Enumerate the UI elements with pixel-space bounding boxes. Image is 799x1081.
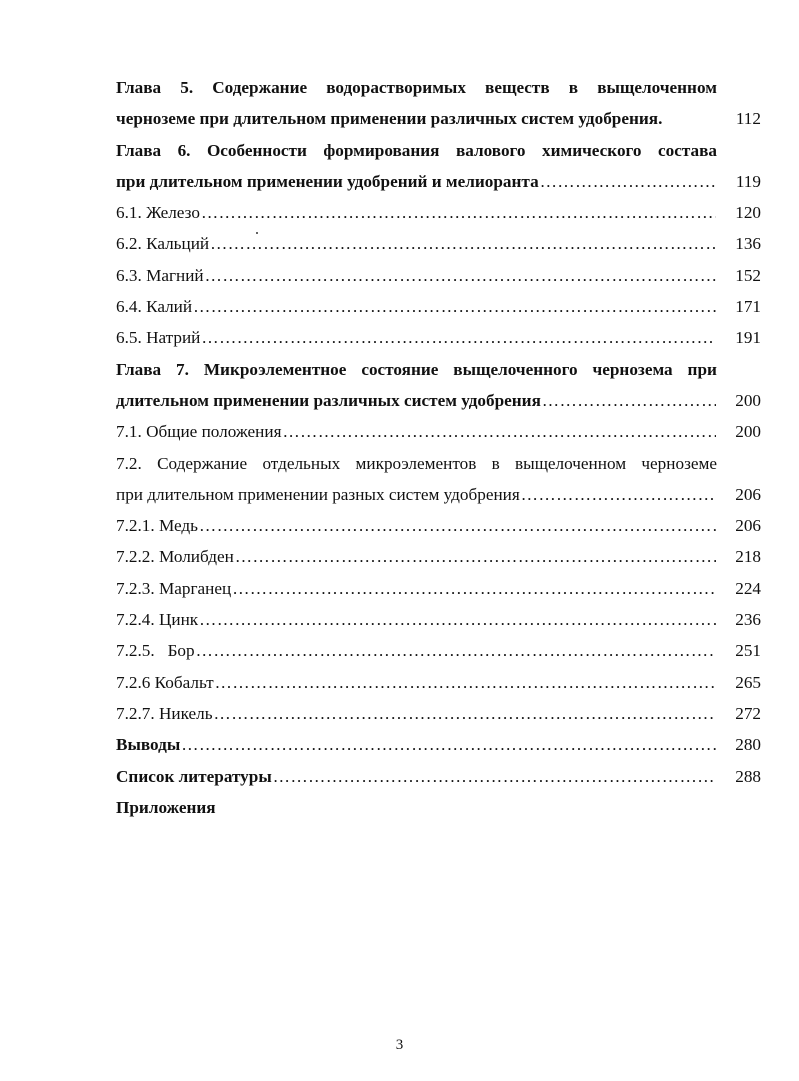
toc-word: отдельных — [262, 453, 341, 473]
toc-conclusions[interactable] — [116, 729, 761, 760]
toc-page-number: 272 — [735, 703, 761, 723]
toc-page-number: 112 — [735, 109, 761, 129]
toc-chapter-5-line-2[interactable] — [116, 103, 761, 134]
toc-entry-label: при длительном применении разных систем удобрения — [116, 484, 520, 504]
toc-word: состояние — [361, 359, 439, 379]
toc-dot-leader — [199, 604, 716, 635]
toc-dot-leader — [210, 228, 716, 259]
toc-dot-leader — [540, 166, 716, 197]
toc-word: при — [687, 359, 717, 379]
toc-entry-label: 7.2.4. Цинк — [116, 610, 199, 630]
toc-word: в — [568, 78, 579, 97]
toc-dot-leader — [201, 322, 716, 353]
toc-entry-label: 7.2.2. Молибден — [116, 547, 234, 567]
toc-entry-6-2[interactable] — [116, 228, 761, 259]
toc-word: химического — [542, 140, 642, 160]
toc-dot-leader — [205, 260, 716, 291]
toc-entry-label: 7.2.6 Кобальт — [116, 672, 214, 692]
toc-dot-leader — [273, 761, 716, 792]
toc-page-number: 236 — [735, 610, 761, 630]
toc-word: Особенности — [206, 140, 307, 160]
toc-word: выщелоченном — [515, 453, 627, 473]
toc-appendices[interactable] — [116, 792, 761, 823]
toc-entry-6-5[interactable] — [116, 322, 761, 353]
toc-page-number: 200 — [735, 422, 761, 442]
toc-word: водорастворимых — [326, 78, 466, 97]
toc-entry-label: 7.2.1. Медь — [116, 516, 199, 536]
toc-page-number: 206 — [735, 516, 761, 536]
toc-page-number: 224 — [735, 578, 761, 598]
page-number: 3 — [395, 1037, 404, 1053]
toc-word: черноземе — [641, 453, 717, 473]
toc-word: валового — [455, 140, 526, 160]
toc-chapter-7-line-1 — [116, 354, 717, 385]
toc-dot-leader — [232, 573, 716, 604]
toc-page-number: 206 — [735, 484, 761, 504]
toc-dot-leader — [521, 479, 716, 510]
toc-word: выщелоченном — [597, 78, 717, 97]
toc-dot-leader — [196, 635, 716, 666]
toc-entry-label: 6.5. Натрий — [116, 328, 201, 348]
toc-entry-7-2-3[interactable] — [116, 573, 761, 604]
toc-page-number: 136 — [735, 234, 761, 254]
toc-dot-leader — [181, 729, 716, 760]
toc-entry-label: 6.3. Магний — [116, 265, 204, 285]
toc-entry-7-2-line-2[interactable] — [116, 479, 761, 510]
toc-page-number: 251 — [735, 641, 761, 661]
toc-word: Содержание — [212, 78, 308, 97]
toc-word: 7.2. — [116, 453, 142, 473]
toc-entry-7-1[interactable] — [116, 416, 761, 447]
toc-word: Глава — [116, 140, 162, 160]
toc-page-number: 120 — [735, 203, 761, 223]
toc-word: Глава — [116, 359, 162, 379]
toc-dot-leader — [201, 197, 716, 228]
toc-chapter-6-title: при длительном применении удобрений и мелиоранта — [116, 171, 539, 191]
table-of-contents — [116, 72, 761, 823]
toc-word: состава — [657, 140, 717, 160]
toc-word: 7. — [176, 359, 189, 379]
toc-entry-label: 6.1. Железо — [116, 203, 200, 223]
toc-page-number: 200 — [735, 390, 761, 410]
toc-entry-7-2-line-1 — [116, 448, 717, 479]
toc-dot-leader — [215, 667, 716, 698]
toc-word: Содержание — [157, 453, 248, 473]
toc-chapter-6-line-1 — [116, 135, 717, 166]
toc-entry-7-2-2[interactable] — [116, 541, 761, 572]
toc-dot-leader — [214, 698, 716, 729]
toc-word: микроэлементов — [355, 453, 477, 473]
toc-page-number: 191 — [735, 328, 761, 348]
toc-word: 5. — [180, 78, 194, 97]
toc-entry-6-1[interactable] — [116, 197, 761, 228]
toc-chapter-7-title: длительном применении различных систем удобрения — [116, 390, 541, 410]
toc-entry-7-2-6[interactable] — [116, 667, 761, 698]
toc-entry-7-2-5[interactable] — [116, 635, 761, 666]
toc-entry-label: Выводы — [116, 735, 181, 755]
toc-entry-7-2-1[interactable] — [116, 510, 761, 541]
toc-page-number: 218 — [735, 547, 761, 567]
toc-word: в — [491, 453, 500, 473]
toc-chapter-5-line-1 — [116, 72, 717, 103]
toc-page-number: 288 — [735, 766, 761, 786]
toc-dot-leader — [235, 541, 716, 572]
toc-entry-label: 7.2.3. Марганец — [116, 578, 232, 598]
toc-entry-label: Приложения — [116, 797, 216, 817]
toc-entry-6-4[interactable] — [116, 291, 761, 322]
toc-word: 6. — [177, 140, 191, 160]
toc-page-number: 119 — [735, 171, 761, 191]
toc-entry-label: 7.1. Общие положения — [116, 422, 282, 442]
toc-entry-label: 6.4. Калий — [116, 297, 193, 317]
toc-chapter-7-line-2[interactable] — [116, 385, 761, 416]
toc-word: чернозема — [592, 359, 673, 379]
toc-entry-7-2-7[interactable] — [116, 698, 761, 729]
toc-entry-label: 7.2.5. Бор — [116, 641, 195, 661]
toc-entry-6-3[interactable] — [116, 260, 761, 291]
toc-entry-label: 6.2. Кальций — [116, 234, 210, 254]
toc-dot-leader — [199, 510, 716, 541]
toc-word: Микроэлементное — [203, 359, 347, 379]
toc-dot-leader — [282, 416, 716, 447]
toc-word: выщелоченного — [453, 359, 578, 379]
toc-chapter-5-title: черноземе при длительном применении различных систем удобрения. — [116, 109, 663, 129]
toc-references[interactable] — [116, 761, 761, 792]
toc-word: формирования — [323, 140, 440, 160]
toc-word: веществ — [485, 78, 550, 97]
toc-dot-leader — [542, 385, 716, 416]
toc-word: Глава — [116, 78, 162, 97]
toc-page-number: 265 — [735, 672, 761, 692]
toc-entry-label: 7.2.7. Никель — [116, 703, 213, 723]
toc-entry-label: Список литературы — [116, 766, 272, 786]
toc-page-number: 171 — [735, 297, 761, 317]
toc-page-number: 280 — [735, 735, 761, 755]
toc-dot-leader — [193, 291, 716, 322]
toc-page-number: 152 — [735, 265, 761, 285]
toc-chapter-6-line-2[interactable] — [116, 166, 761, 197]
toc-entry-7-2-4[interactable] — [116, 604, 761, 635]
